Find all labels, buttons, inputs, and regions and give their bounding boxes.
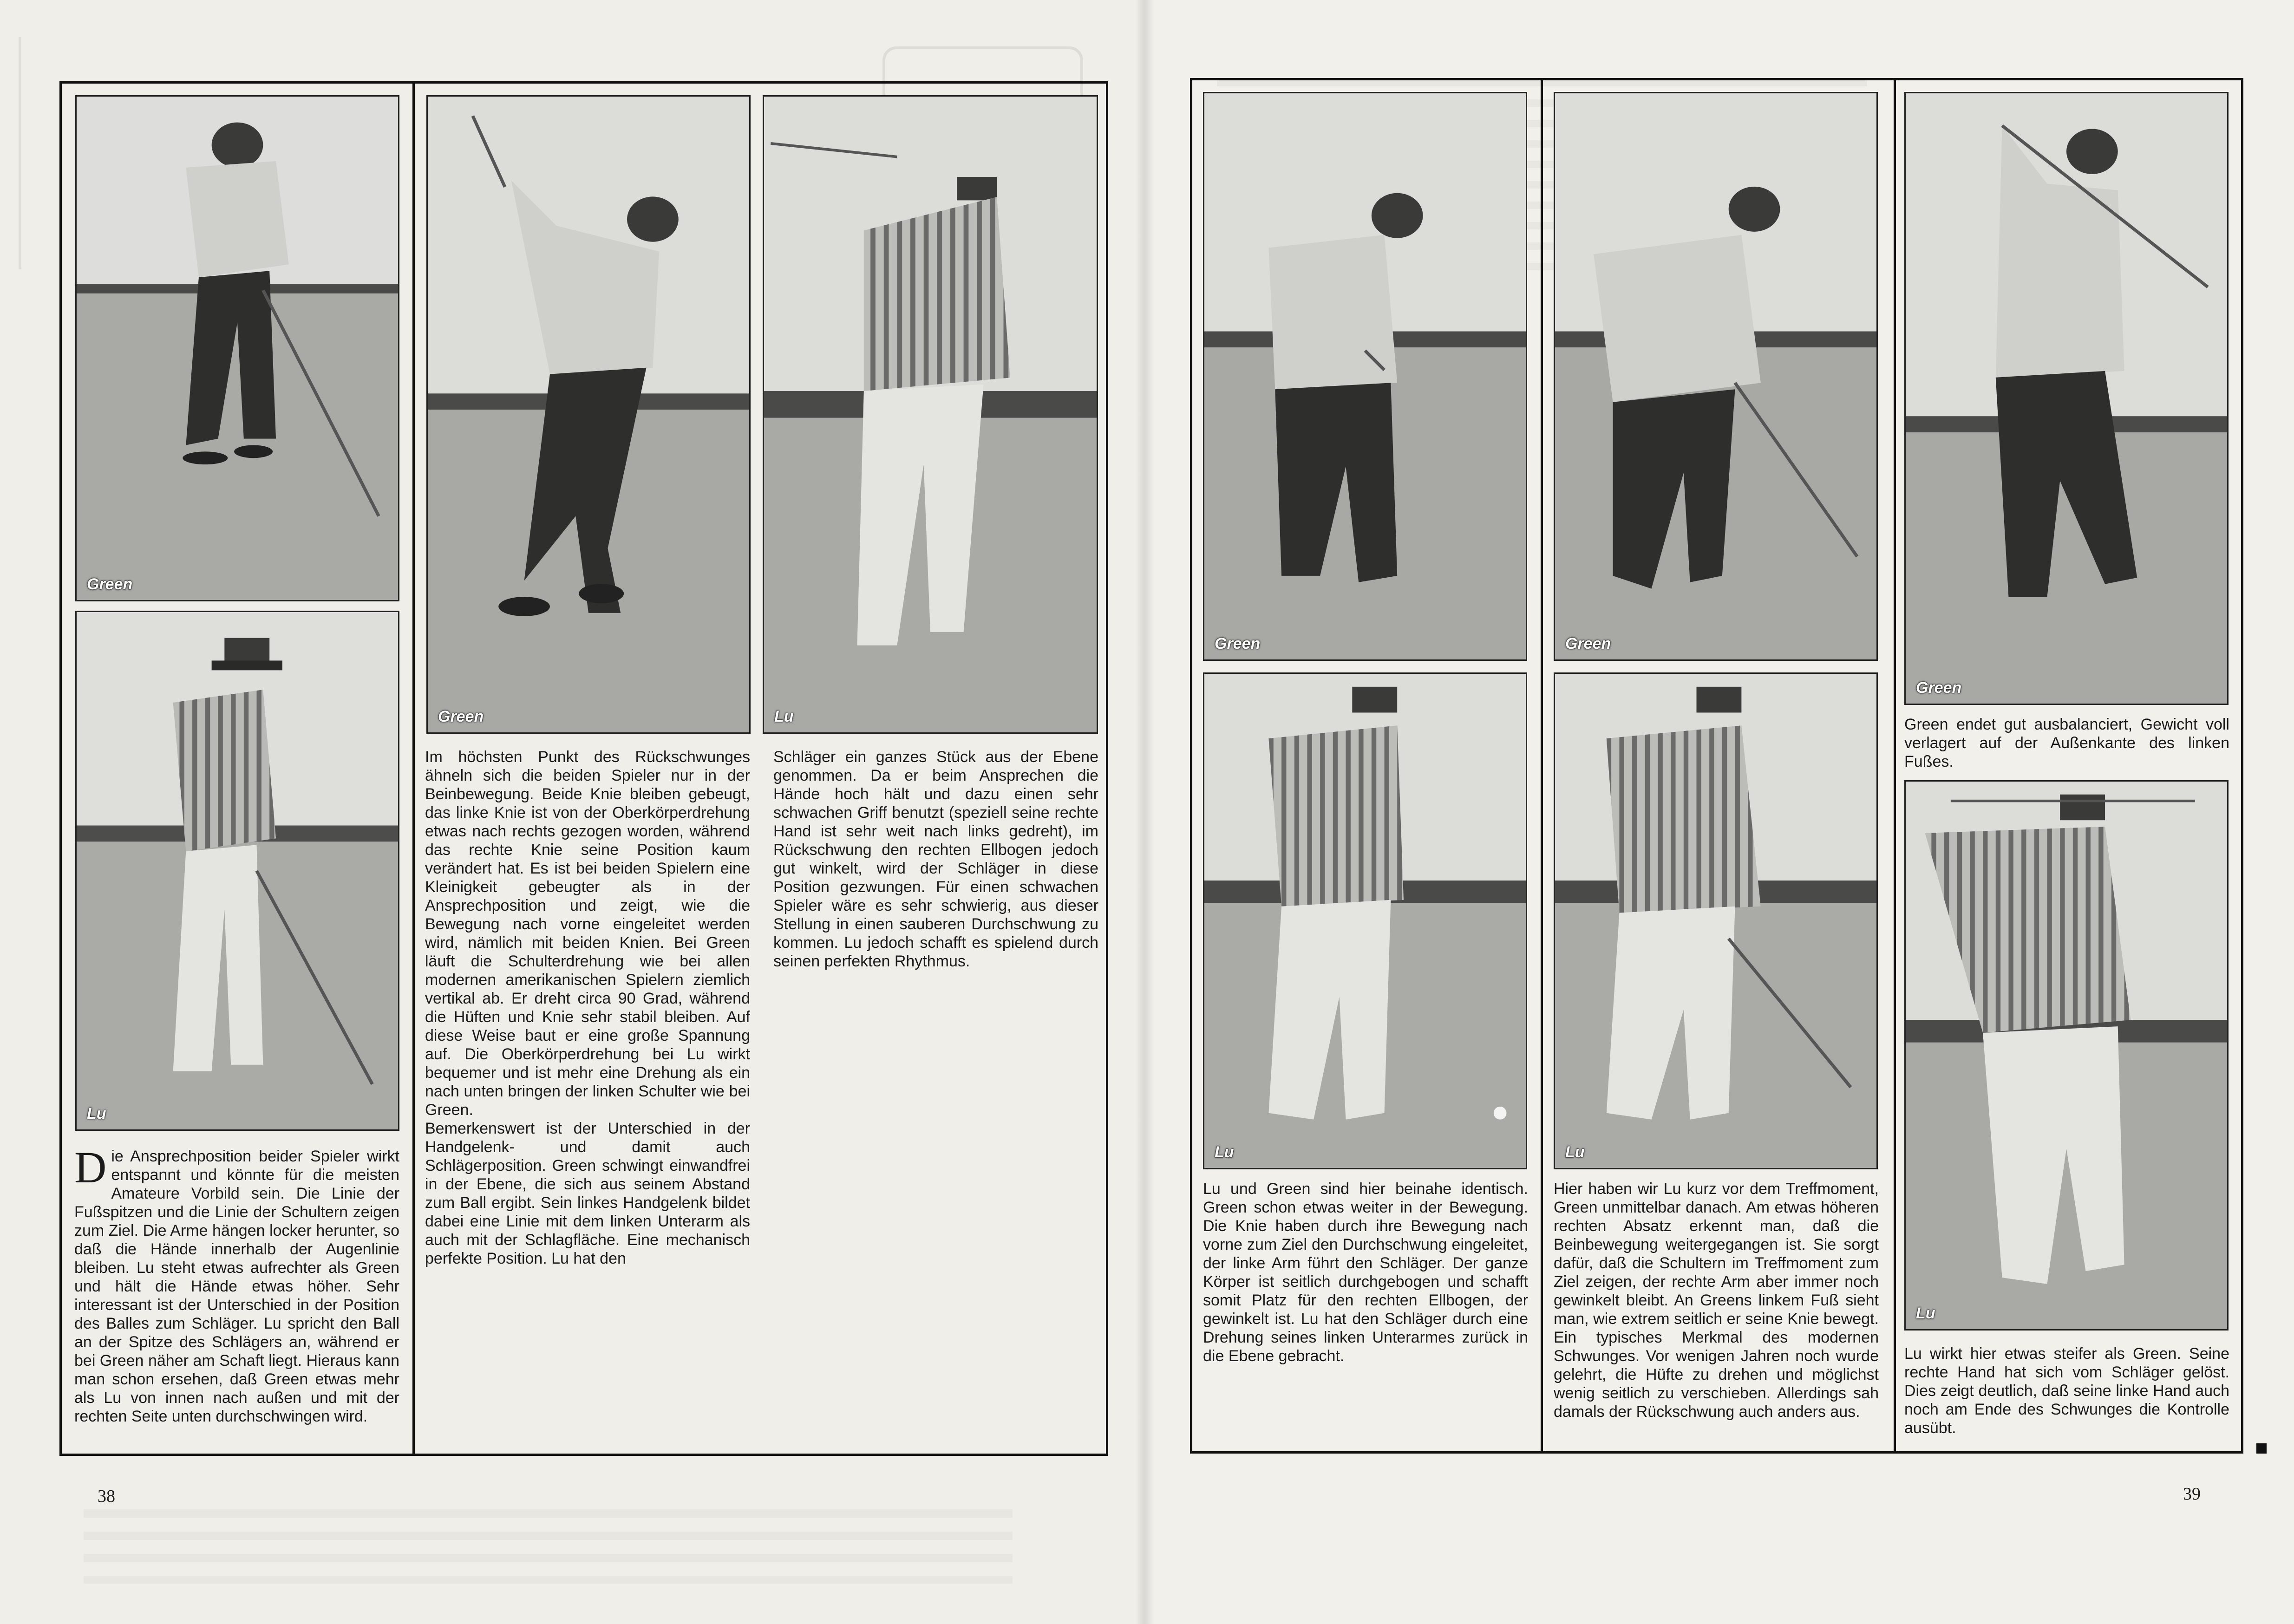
text-column-finish-green — [1904, 715, 2229, 771]
page-number-right: 39 — [2183, 1484, 2201, 1504]
text-column-address — [74, 1142, 399, 1426]
photo-lu-top-of-backswing — [763, 95, 1098, 734]
paragraph: Lu wirkt hier etwas steifer als Green. Seine rechte Hand hat sich vom Schläger gelöst. Dies zeigt deutlich, daß seine linke Hand auch noch am Ende des Schwunges die Kontrolle ausübt. — [1904, 1345, 2229, 1437]
photo-lu-finish — [1904, 780, 2229, 1331]
paragraph: Green endet gut ausbalanciert, Gewicht voll verlagert auf der Außenkante des linken Fußes. — [1904, 716, 2229, 770]
photo-caption: Lu — [774, 708, 794, 725]
photo-lu-downswing — [1203, 672, 1527, 1169]
photo-caption: Green — [1916, 679, 1962, 697]
drop-cap: D — [74, 1142, 107, 1192]
text-column-downswing — [1203, 1180, 1528, 1365]
paragraph: Lu und Green sind hier beinahe identisch. Green schon etwas weiter in der Bewegung. Die Knie haben durch ihre Bewegung nach vorne zum Ziel den Durchschwung eingeleitet, der linke Arm führt den Schläger. Der ganze Körper ist seitlich durchgebogen und schafft somit Platz für den rechten Ellbogen, der gewinkelt ist. Lu hat den Schläger durch eine Drehung seines linken Unterarmes zurück in die Ebene gebracht. — [1203, 1180, 1528, 1365]
column-divider — [412, 81, 415, 1456]
paragraph: Bemerkenswert ist der Unterschied in der Handgelenk- und damit auch Schlägerposition. Green schwingt einwandfrei in der Ebene, die sich aus seinem Abstand zum Ball ergibt. Sein linkes Handgelenk bildet dabei eine Linie mit dem linken Unterarm als auch mit der Schlagfläche. Eine mechanisch perfekte Position. Lu hat den — [425, 1120, 750, 1267]
column-divider — [1541, 78, 1543, 1454]
photo-lu-address — [75, 611, 399, 1131]
photo-green-finish — [1904, 92, 2229, 705]
photo-caption: Green — [438, 708, 484, 725]
paragraph: Im höchsten Punkt des Rückschwunges ähneln sich die beiden Spieler nur in der Beinbewegung. Beide Knie bleiben gebeugt, das linke Knie ist von der Oberkörperdrehung etwas nach rechts gezogen worden, während das rechte Knie seine Position kaum verändert hat. Es ist bei beiden Spielern eine Kleinigkeit gebeugter als in der Ansprechposition und zeigt, wie die Bewegung nach vorne eingeleitet werden wird, nämlich mit beiden Knien. Bei Green läuft die Schulterdrehung wie bei allen modernen amerikanischen Spielern ziemlich vertikal ab. Er dreht circa 90 Grad, während die Hüften und Knie sehr stabil bleiben. Auf diese Weise baut er eine große Spannung auf. Die Oberkörperdrehung bei Lu wirkt bequemer und ist mehr eine Drehung als ein nach unten bringen der linken Schulter wie bei Green. — [425, 748, 750, 1119]
photo-green-impact — [1554, 92, 1878, 661]
bleed-through-texture — [84, 1509, 1013, 1584]
photo-green-address — [75, 95, 399, 601]
text-column-backswing-cont — [773, 748, 1098, 971]
photo-caption: Lu — [1565, 1143, 1585, 1161]
photo-caption: Green — [87, 575, 133, 593]
photo-green-top-of-backswing — [426, 95, 751, 734]
paragraph: Schläger ein ganzes Stück aus der Ebene genommen. Da er beim Ansprechen die Hände hoch hält und dazu einen sehr schwachen Griff benutzt (speziell seine rechte Hand ist sehr weit nach links gedreht), im Rückschwung den rechten Ellbogen jedoch gut winkelt, wird der Schläger in diese Position gezwungen. Für einen schwachen Spieler wäre es sehr schwierig, aus dieser Stellung in einen sauberen Durchschwung zu kommen. Lu jedoch schafft es spielend durch seinen perfekten Rhythmus. — [773, 748, 1098, 970]
photo-lu-impact — [1554, 672, 1878, 1169]
text-column-backswing — [425, 748, 750, 1268]
column-divider — [1894, 78, 1896, 1454]
spine-shadow — [1136, 0, 1154, 1624]
photo-caption: Green — [1215, 635, 1261, 652]
photo-caption: Lu — [1916, 1304, 1935, 1322]
article-end-mark — [2256, 1443, 2267, 1454]
photo-caption: Lu — [87, 1105, 106, 1122]
paragraph: Hier haben wir Lu kurz vor dem Treffmoment, Green unmittelbar danach. Am etwas höheren rechten Absatz erkennt man, daß die Beinbewegung weitergegangen ist. Sie sorgt dafür, daß die Schultern im Treffmoment zum Ziel zeigen, der rechte Arm aber immer noch gewinkelt bleibt. An Greens linkem Fuß sieht man, wie extrem seitlich er seine Knie bewegt. Ein typisches Merkmal des modernen Schwunges. Vor wenigen Jahren noch wurde gelehrt, die Hüfte zu drehen und möglichst wenig seitlich zu verschieben. Allerdings sah damals der Rückschwung auch anders aus. — [1554, 1180, 1879, 1421]
photo-green-downswing — [1203, 92, 1527, 661]
paragraph: ie Ansprechposition beider Spieler wirkt entspannt und könnte für die meisten Amateure Vorbild sein. Die Linie der Fußspitzen und die Linie der Schultern zeigen zum Ziel. Die Arme hängen locker herunter, so daß die Hände innerhalb der Augenlinie bleiben. Lu steht etwas aufrechter als Green und hält die Hände etwas höher. Sehr interessant ist der Unterschied in der Position des Balles zum Schläger. Lu spricht den Ball an der Spitze des Schlägers an, während er bei Green näher am Schaft liegt. Hieraus kann man schon ersehen, daß Green etwas mehr als Lu von innen nach außen und mit der rechten Seite unten durchschwingen wird. — [74, 1148, 399, 1425]
page-number-left: 38 — [98, 1487, 115, 1506]
photo-caption: Lu — [1215, 1143, 1234, 1161]
text-column-finish-lu — [1904, 1344, 2229, 1437]
text-column-impact — [1554, 1180, 1879, 1421]
bleed-through-texture — [19, 37, 45, 269]
photo-caption: Green — [1565, 635, 1611, 652]
